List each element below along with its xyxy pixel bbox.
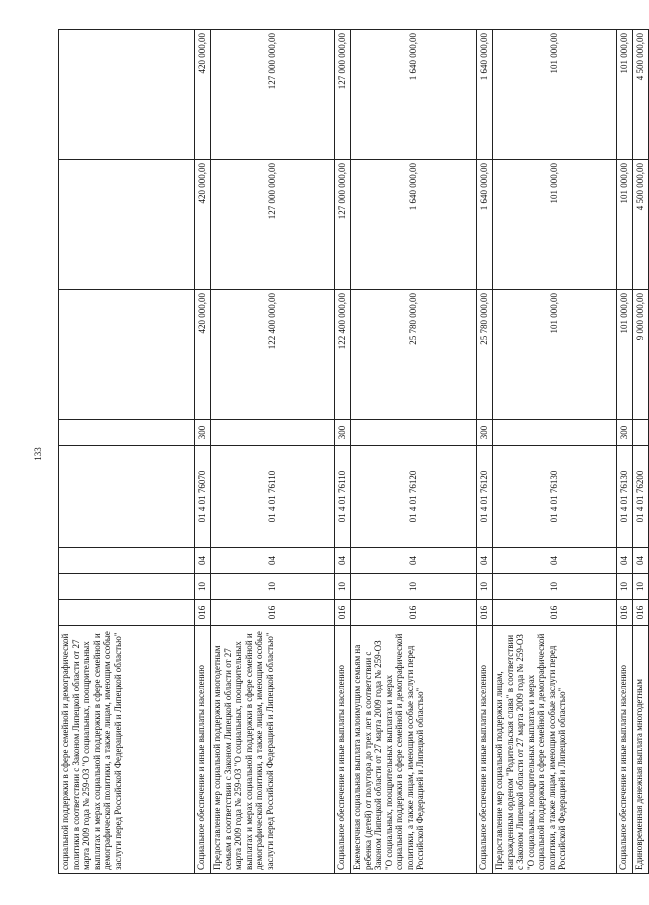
- row-target-article: 01 4 01 76110: [335, 446, 351, 548]
- row-ved-code: 016: [195, 600, 211, 626]
- row-target-article: 01 4 01 76070: [195, 446, 211, 548]
- row-ved-code: 016: [335, 600, 351, 626]
- table-row: [351, 30, 477, 874]
- row-target-article: 01 4 01 76110: [211, 446, 335, 548]
- row-amount-year-3: 101 000,00: [493, 30, 617, 160]
- row-subsection-code: 04: [211, 548, 335, 574]
- row-amount-year-2: 127 000 000,00: [335, 160, 351, 290]
- row-name: Социальное обеспечение и иные выплаты населению: [195, 626, 211, 874]
- row-target-article: 01 4 01 76200: [633, 446, 649, 548]
- row-amount-year-2: 1 640 000,00: [477, 160, 493, 290]
- row-amount-year-1: 9 000 000,00: [633, 290, 649, 420]
- row-amount-year-2: [59, 160, 195, 290]
- row-subsection-code: 04: [351, 548, 477, 574]
- row-expense-type: 300: [617, 420, 633, 446]
- table-row: [59, 30, 195, 874]
- row-section-code: [59, 574, 195, 600]
- row-name: Социальное обеспечение и иные выплаты населению: [335, 626, 351, 874]
- row-amount-year-2: 101 000,00: [617, 160, 633, 290]
- row-amount-year-3: 420 000,00: [195, 30, 211, 160]
- row-amount-year-1: [59, 290, 195, 420]
- row-ved-code: 016: [617, 600, 633, 626]
- row-ved-code: 016: [477, 600, 493, 626]
- row-ved-code: 016: [493, 600, 617, 626]
- row-name: Социальное обеспечение и иные выплаты населению: [617, 626, 633, 874]
- row-amount-year-2: 420 000,00: [195, 160, 211, 290]
- table-row: [211, 30, 335, 874]
- row-amount-year-1: 101 000,00: [493, 290, 617, 420]
- row-expense-type: [59, 420, 195, 446]
- row-target-article: 01 4 01 76130: [617, 446, 633, 548]
- row-amount-year-3: 1 640 000,00: [477, 30, 493, 160]
- row-subsection-code: 04: [195, 548, 211, 574]
- row-ved-code: 016: [633, 600, 649, 626]
- row-subsection-code: [59, 548, 195, 574]
- row-name: Предоставление мер социальной поддержки многодетным семьям в соответствии с Законом Липецкой области от 27 марта 2009 года № 259-ОЗ "О социальных, поощрительных выплатах и мерах социальной поддержки в сфере семейной и демографической политики, а также лицам, имеющим особые заслуги перед Российской Федерацией и Липецкой областью": [211, 626, 335, 874]
- row-name: Единовременная денежная выплата многодетным: [633, 626, 649, 874]
- row-section-code: 10: [493, 574, 617, 600]
- row-expense-type: 300: [195, 420, 211, 446]
- row-amount-year-2: 101 000,00: [493, 160, 617, 290]
- row-name: социальной поддержки в сфере семейной и демографической политики в соответствии с Законом Липецкой области от 27 марта 2009 года № 259-ОЗ "О социальных, поощрительных выплатах и мерах социальной поддержки в сфере семейной и демографической политики, а также лицам, имеющим особые заслуги перед Российской Федерацией и Липецкой областью": [59, 626, 195, 874]
- row-amount-year-3: 1 640 000,00: [351, 30, 477, 160]
- row-target-article: [59, 446, 195, 548]
- rotated-budget-table: [58, 30, 646, 874]
- row-subsection-code: 04: [477, 548, 493, 574]
- document-table-frame: [58, 30, 646, 874]
- row-amount-year-2: 4 500 000,00: [633, 160, 649, 290]
- row-subsection-code: 04: [633, 548, 649, 574]
- row-section-code: 10: [335, 574, 351, 600]
- page-number: 133: [33, 447, 43, 461]
- budget-table: [58, 29, 649, 874]
- row-section-code: 10: [477, 574, 493, 600]
- row-amount-year-1: 25 780 000,00: [351, 290, 477, 420]
- row-section-code: 10: [211, 574, 335, 600]
- table-row: [477, 30, 493, 874]
- row-section-code: 10: [633, 574, 649, 600]
- table-row: [617, 30, 633, 874]
- row-target-article: 01 4 01 76130: [493, 446, 617, 548]
- row-expense-type: 300: [477, 420, 493, 446]
- row-amount-year-1: 420 000,00: [195, 290, 211, 420]
- table-row: [633, 30, 649, 874]
- row-name: Социальное обеспечение и иные выплаты населению: [477, 626, 493, 874]
- table-row: [335, 30, 351, 874]
- row-ved-code: 016: [351, 600, 477, 626]
- row-subsection-code: 04: [617, 548, 633, 574]
- row-subsection-code: 04: [493, 548, 617, 574]
- row-amount-year-1: 122 400 000,00: [335, 290, 351, 420]
- row-expense-type: [351, 420, 477, 446]
- row-expense-type: [211, 420, 335, 446]
- row-amount-year-3: 101 000,00: [617, 30, 633, 160]
- row-subsection-code: 04: [335, 548, 351, 574]
- row-amount-year-2: 127 000 000,00: [211, 160, 335, 290]
- row-amount-year-3: [59, 30, 195, 160]
- row-section-code: 10: [351, 574, 477, 600]
- row-name: Ежемесячная социальная выплата малоимущим семьям на ребенка (детей) от полутора до трех лет в соответствии с Законом Липецкой области от 27 марта 2009 года № 259-ОЗ "О социальных, поощрительных выплатах и мерах социальной поддержки в сфере семейной и демографической политики, а также лицам, имеющим особые заслуги перед Российской Федерацией и Липецкой областью": [351, 626, 477, 874]
- row-ved-code: [59, 600, 195, 626]
- row-section-code: 10: [617, 574, 633, 600]
- table-row: [493, 30, 617, 874]
- row-expense-type: 300: [335, 420, 351, 446]
- row-expense-type: [633, 420, 649, 446]
- row-expense-type: [493, 420, 617, 446]
- row-ved-code: 016: [211, 600, 335, 626]
- row-amount-year-1: 25 780 000,00: [477, 290, 493, 420]
- row-amount-year-3: 4 500 000,00: [633, 30, 649, 160]
- row-target-article: 01 4 01 76120: [477, 446, 493, 548]
- row-amount-year-1: 101 000,00: [617, 290, 633, 420]
- row-amount-year-1: 122 400 000,00: [211, 290, 335, 420]
- row-amount-year-3: 127 000 000,00: [335, 30, 351, 160]
- row-amount-year-2: 1 640 000,00: [351, 160, 477, 290]
- table-row: [195, 30, 211, 874]
- row-amount-year-3: 127 000 000,00: [211, 30, 335, 160]
- row-name: Предоставление мер социальной поддержки лицам, награжденным орденом "Родительская слава" в соответствии с Законом Липецкой области от 27 марта 2009 года № 259-ОЗ "О социальных, поощрительных выплатах и мерах социальной поддержки в сфере семейной и демографической политики, а также лицам, имеющим особые заслуги перед Российской Федерацией и Липецкой областью": [493, 626, 617, 874]
- row-target-article: 01 4 01 76120: [351, 446, 477, 548]
- row-section-code: 10: [195, 574, 211, 600]
